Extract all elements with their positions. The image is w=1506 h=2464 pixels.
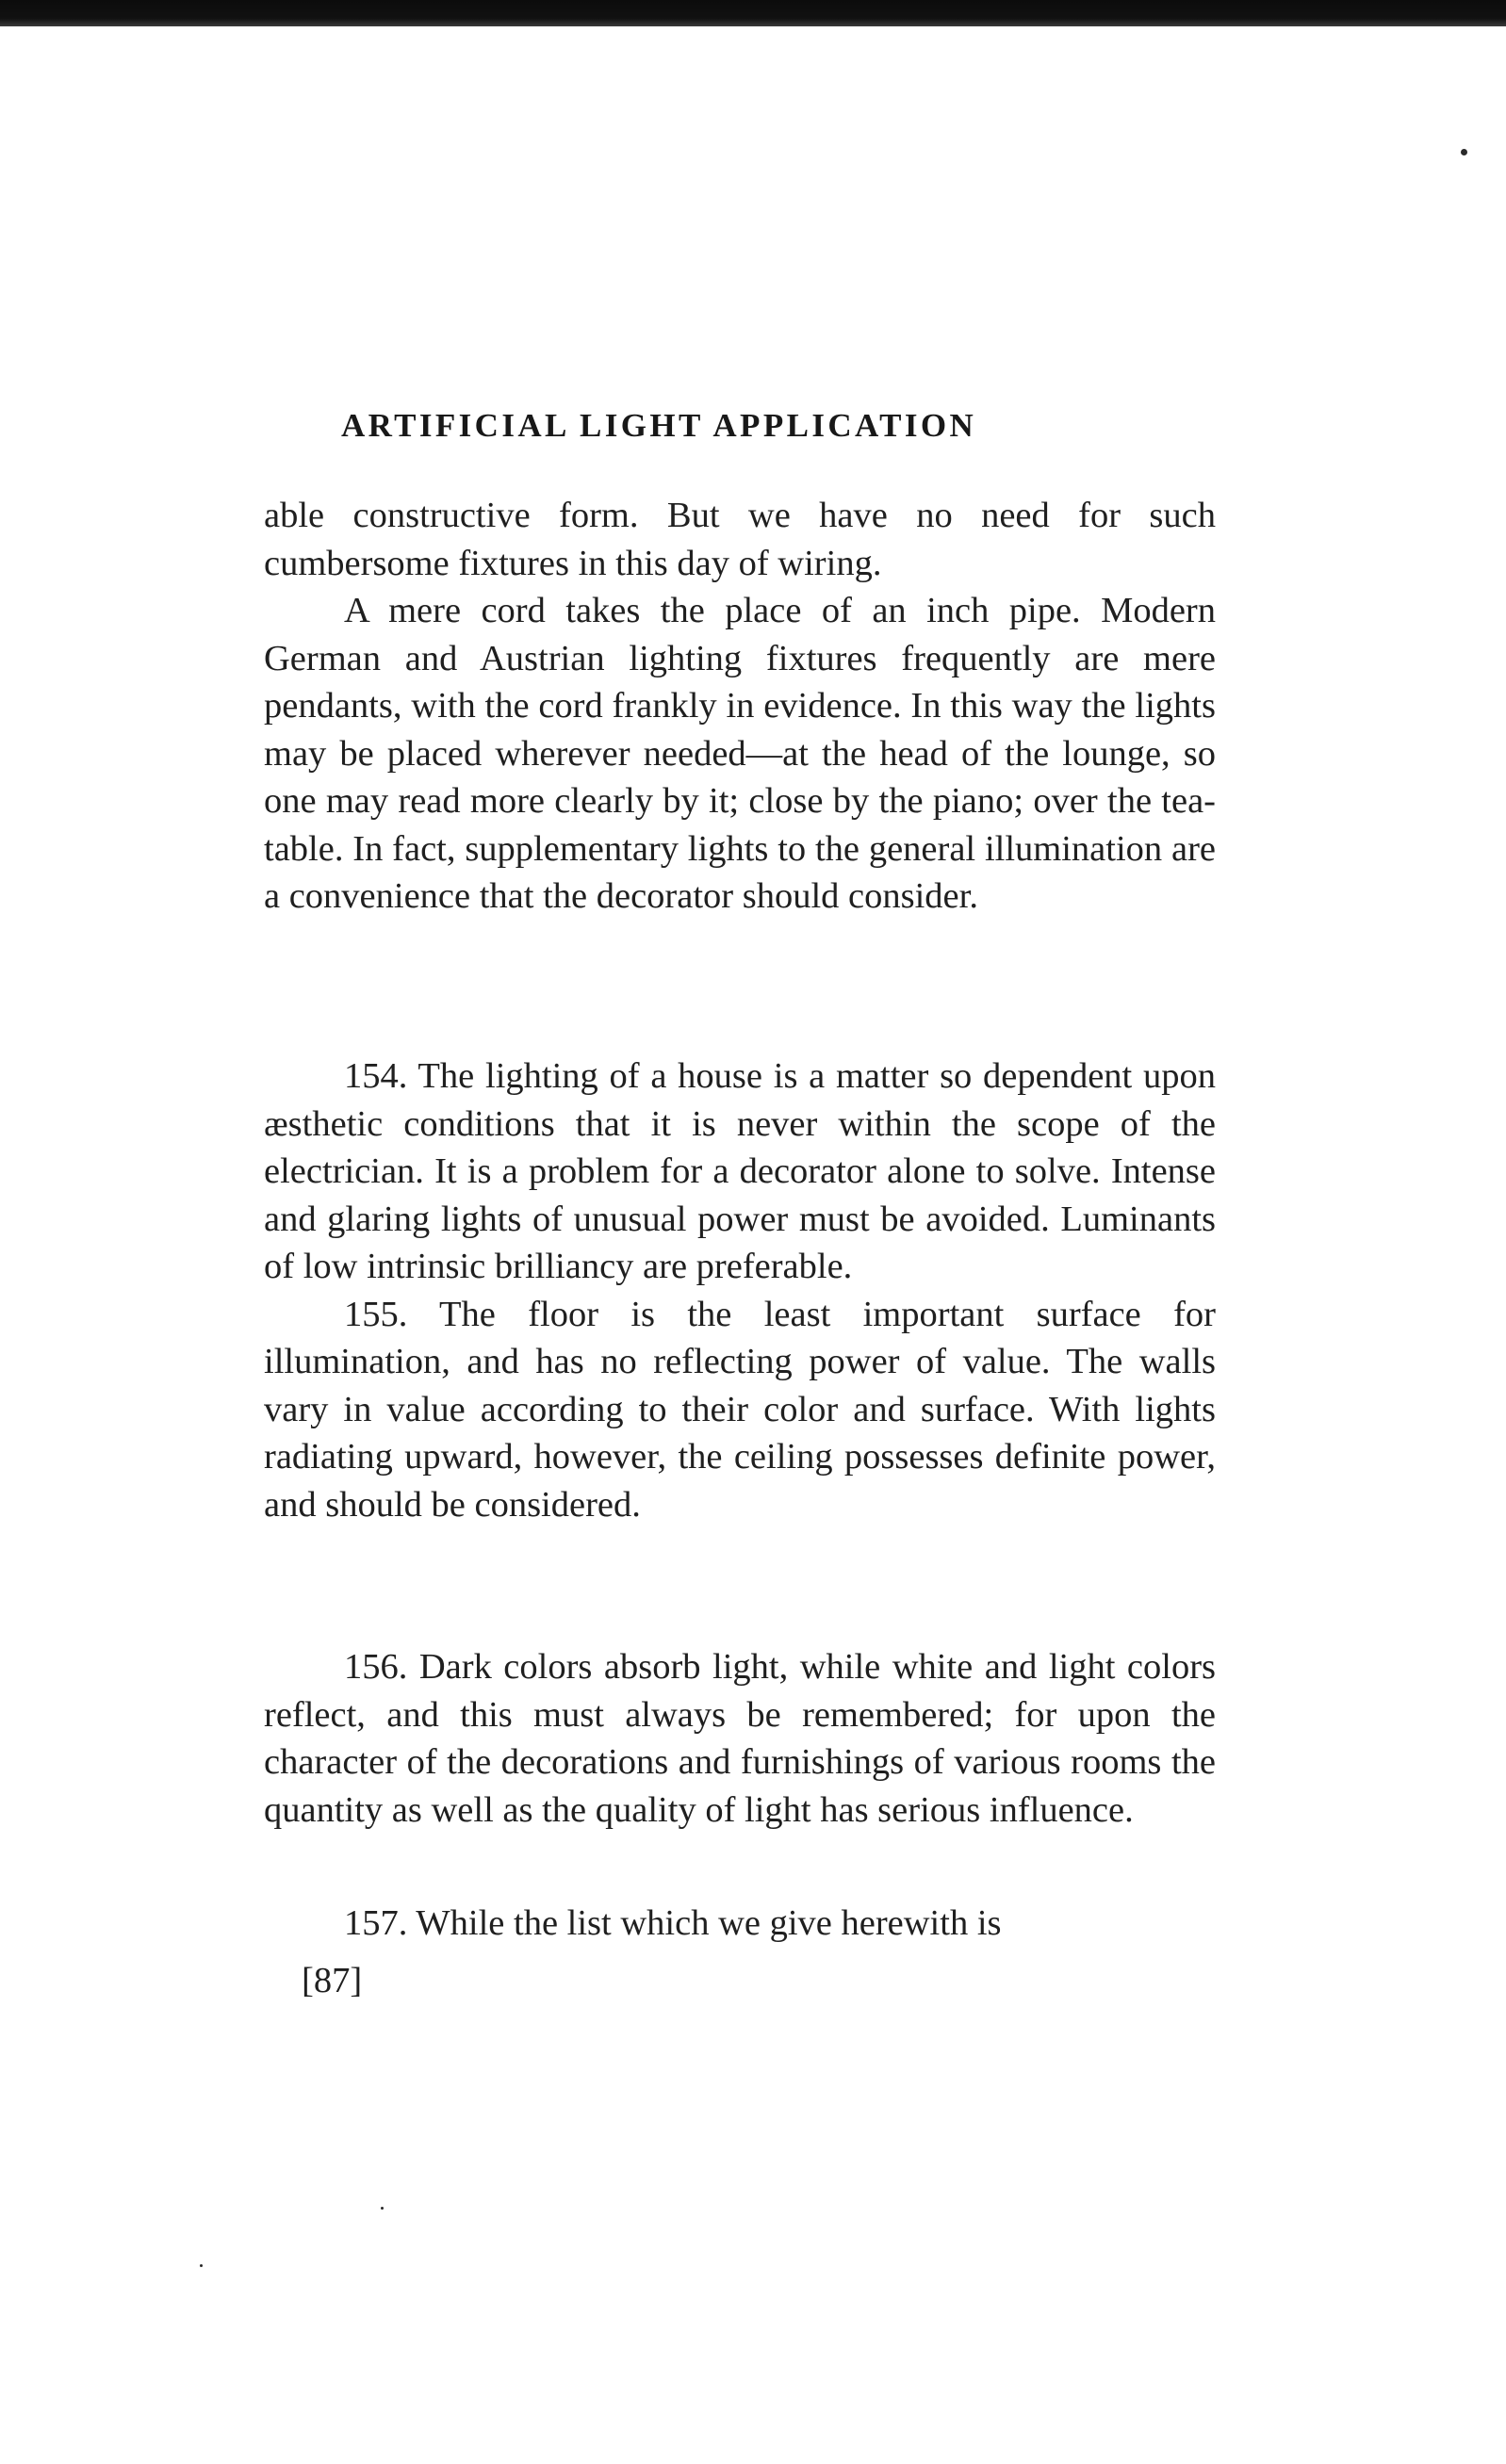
paragraph-157: 157. While the list which we give herewith is — [344, 1903, 1002, 1943]
body-text-156 — [264, 1643, 1216, 1834]
paragraph-155: 155. The floor is the least important surface for illumination, and has no reflecting power of value. The walls vary in value according to their color and surface. With lights radiating upward, however, the ceiling possesses definite power, and should be considered. — [264, 1294, 1216, 1525]
paragraph-156: 156. Dark colors absorb light, while white and light colors reflect, and this must always be remembered; for upon the character of the decorations and furnishings of various rooms the quantity as well as the quality of light has serious influence. — [264, 1647, 1216, 1830]
body-text-upper — [264, 492, 1216, 921]
paragraph-continuation: able constructive form. But we have no need for such cumbersome fixtures in this day of wiring. — [264, 496, 1216, 583]
ink-speck — [1461, 149, 1467, 155]
paragraph-cord: A mere cord takes the place of an inch pipe. Modern German and Austrian lighting fixtures frequently are mere pendants, with the cord frankly in evidence. In this way the lights may be placed wherever needed—at the head of the lounge, so one may read more clearly by it; close by the piano; over the tea-table. In fact, supplementary lights to the general illumination are a convenience that the decorator should consider. — [264, 591, 1216, 916]
body-text-157 — [264, 1900, 1216, 1948]
page-number: [87] — [302, 1961, 363, 2000]
ink-speck — [200, 2264, 203, 2267]
paragraph-154: 154. The lighting of a house is a matter so dependent upon æsthetic conditions that it is never within the scope of the electrician. It is a problem for a decorator alone to solve. Intense and glaring lights of unusual power must be avoided. Luminants of low intrinsic brilliancy are preferable. — [264, 1056, 1216, 1286]
top-scan-border — [0, 0, 1506, 26]
body-text-154-155 — [264, 1053, 1216, 1528]
ink-speck — [381, 2207, 384, 2210]
running-head: ARTIFICIAL LIGHT APPLICATION — [341, 407, 977, 444]
